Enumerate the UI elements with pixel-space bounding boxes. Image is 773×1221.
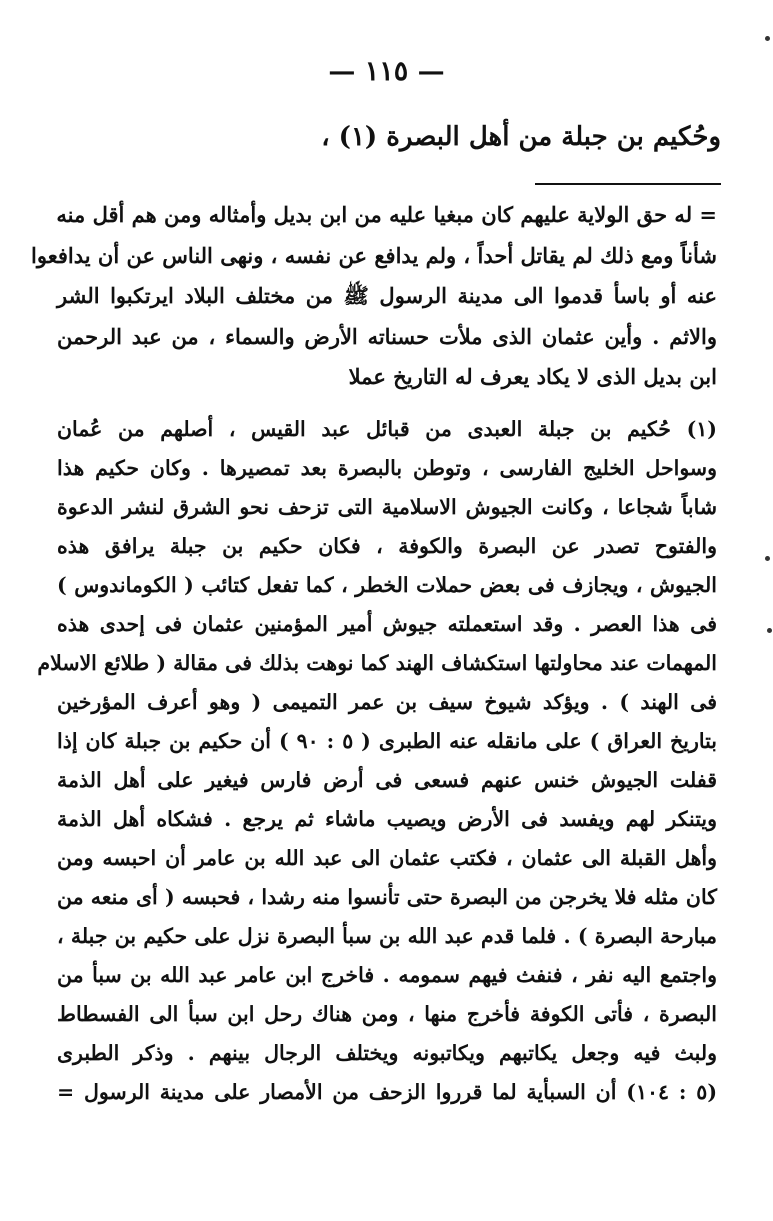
scan-speck (767, 628, 772, 633)
footnote-line: فى الهند ) . ويؤكد شيوخ سيف بن عمر التميمى ( وهو أعرف المؤرخين (57, 690, 717, 714)
footnote-line: بتاريخ العراق ) على مانقله عنه الطبرى ( ٥ : ٩٠ ) أن حكيم بن جبلة كان إذا (57, 729, 718, 753)
footnote-line: البصرة ، فأتى الكوفة فأخرج منها ، ومن هناك رحل ابن سبأ الى الفسطاط (57, 1002, 717, 1026)
footnote-line: (١) حُكيم بن جبلة العبدى من قبائل عبد القيس ، أصلهم من عُمان (57, 417, 717, 441)
scan-speck (765, 556, 770, 561)
footnote-line: والفتوح تصدر عن البصرة والكوفة ، فكان حكيم بن جبلة يرافق هذه (57, 534, 717, 558)
footnote-line: وأهل القبلة الى عثمان ، فكتب عثمان الى عبد الله بن عامر أن احبسه ومن (57, 846, 717, 870)
footnote-line: مبارحة البصرة ) . فلما قدم عبد الله بن سبأ البصرة نزل على حكيم بن جبلة ، (57, 924, 717, 948)
footnote-1 (37, 410, 718, 1112)
footnote-line: كان مثله فلا يخرجن من البصرة حتى تأنسوا منه رشدا ، فحبسه ( أى منعه من (57, 885, 717, 909)
text-line: ابن بديل الذى لا يكاد يعرف له التاريخ عملا (348, 364, 717, 390)
footnote-line: قفلت الجيوش خنس عنهم فسعى فى أرض فارس فيغير على أهل الذمة (57, 768, 717, 792)
footnote-line: الجيوش ، ويجازف فى بعض حملات الخطر ، كما تفعل كتائب ( الكوماندوس ) (57, 573, 717, 597)
text-line: شأناً ومع ذلك لم يقاتل أحداً ، ولم يدافع عن نفسه ، ونهى الناس عن أن يدافعوا (31, 242, 717, 268)
footnote-line: واجتمع اليه نفر ، فنفث فيهم سمومه . فاخرج ابن عامر عبد الله بن سبأ من (57, 963, 717, 987)
text-line: عنه أو باسأ قدموا الى مدينة الرسول ﷺ من مختلف البلاد ايرتكبوا الشر (57, 283, 717, 309)
footnote-line: المهمات عند محاولتها استكشاف الهند كما نوهت بذلك فى مقالة ( طلائع الاسلام (37, 651, 717, 675)
footnote-line: فى هذا العصر . وقد استعملته جيوش أمير المؤمنين عثمان فى إحدى هذه (57, 612, 717, 636)
footnote-line: ويتنكر لهم ويفسد فى الأرض ويصيب ماشاء ثم يرجع . فشكاه أهل الذمة (57, 807, 717, 831)
footnote-line: (٥ : ١٠٤) أن السبأية لما قرروا الزحف من الأمصار على مدينة الرسول = (57, 1080, 718, 1104)
section-heading: وحُكيم بن جبلة من أهل البصرة (١) ، (321, 122, 721, 152)
page-number: — ١١٥ — (328, 56, 445, 87)
footnote-separator (535, 183, 721, 185)
text-line: والاثم . وأين عثمان الذى ملأت حسناته الأرض والسماء ، من عبد الرحمن (57, 323, 717, 349)
footnote-line: ولبث فيه وجعل يكاتبهم ويكاتبونه ويختلف الرجال بينهم . وذكر الطبرى (57, 1041, 717, 1065)
scan-speck (765, 36, 770, 41)
text-line: = له حق الولاية عليهم كان مبغيا عليه من ابن بديل وأمثاله ومن هم أقل منه (56, 202, 717, 227)
footnote-line: وسواحل الخليج الفارسى ، وتوطن بالبصرة بعد تمصيرها . وكان حكيم هذا (57, 456, 717, 480)
continued-text (31, 195, 717, 398)
footnote-line: شاباً شجاعا ، وكانت الجيوش الاسلامية التى تزحف نحو الشرق لنشر الدعوة (57, 495, 717, 519)
